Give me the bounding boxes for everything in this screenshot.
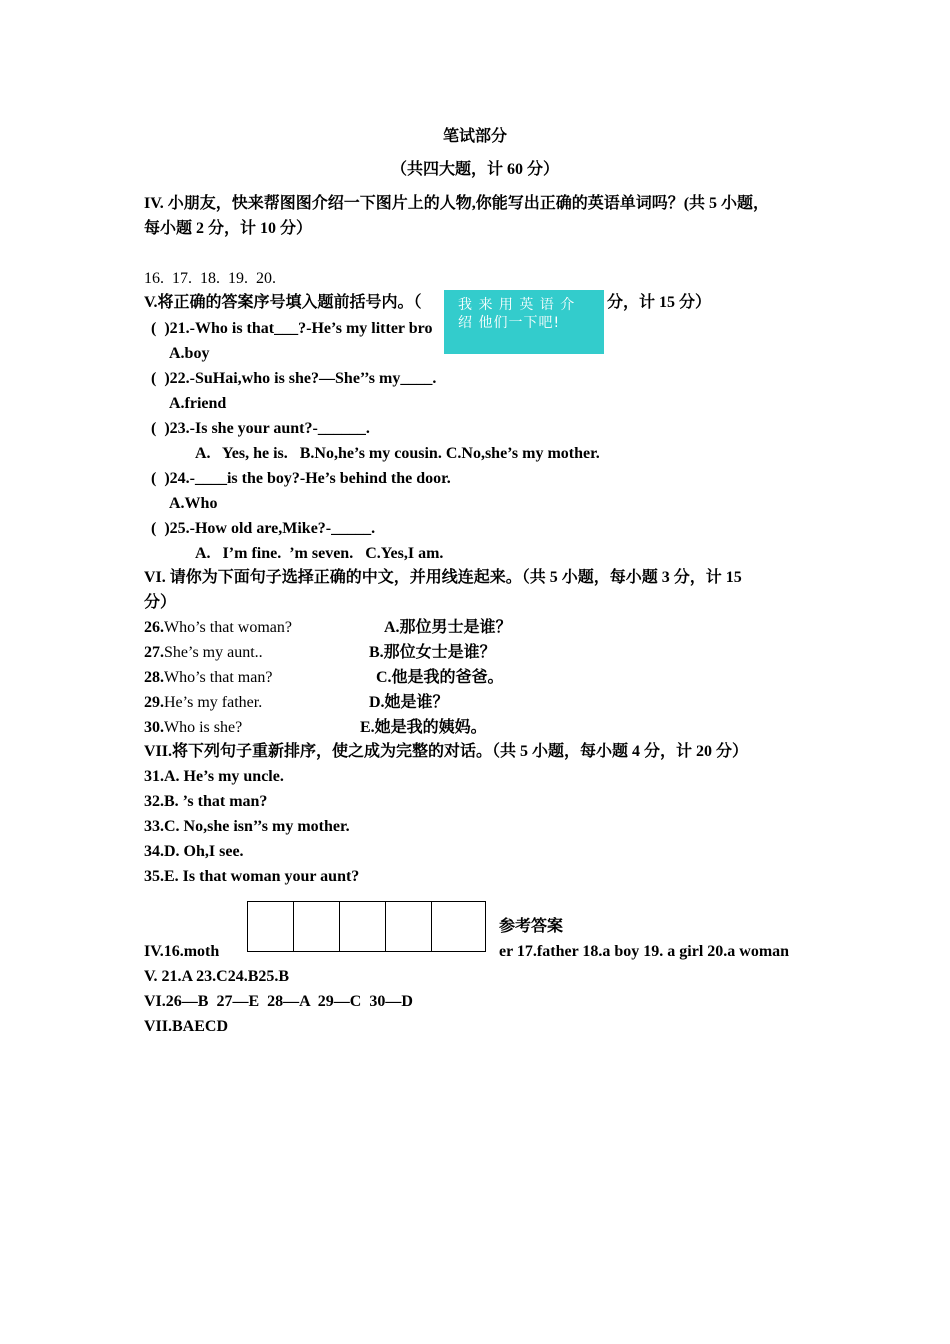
- question-24: ( )24.-____is the boy?-He’s behind the door.: [151, 470, 451, 487]
- section-vii-heading: VII.将下列句子重新排序，使之成为完整的对话。（共 5 小题，每小题 4 分，计 20 分）: [144, 743, 749, 760]
- match-row-30: [144, 718, 242, 738]
- match-en: She’s my aunt..: [164, 644, 263, 661]
- section-vi-heading-1: VI. 请你为下面句子选择正确的中文，并用线连起来。（共 5 小题，每小题 3 分，计 15: [144, 569, 742, 586]
- match-num: 30.: [144, 719, 164, 736]
- section-iv-heading-2: 每小题 2 分，计 10 分）: [144, 220, 313, 237]
- question-25: ( )25.-How old are,Mike?-_____.: [151, 520, 376, 537]
- question-22: ( )22.-SuHai,who is she?—She’’s my____.: [151, 370, 437, 387]
- match-row-27: [144, 643, 263, 663]
- match-en: Who’s that woman?: [164, 619, 292, 636]
- answer-vi: VI.26—B 27—E 28—A 29—C 30—D: [144, 993, 413, 1010]
- answer-iv-right: er 17.father 18.a boy 19. a girl 20.a woman: [499, 943, 790, 960]
- match-row-28: [144, 668, 272, 688]
- match-zh-d: D.她是谁？: [369, 694, 449, 711]
- question-21-option: A.boy: [169, 345, 210, 362]
- reorder-item-32: 32.B. ’s that man?: [144, 793, 268, 810]
- section-vi-heading-2: 分）: [144, 594, 177, 611]
- answer-vii: VII.BAECD: [144, 1018, 229, 1035]
- answer-iv-left: IV.16.moth: [144, 943, 220, 960]
- match-zh-a: A.那位男士是谁？: [384, 619, 512, 636]
- match-num: 29.: [144, 694, 164, 711]
- answer-box: [247, 901, 294, 952]
- callout-box: [444, 290, 604, 354]
- answer-box: [293, 901, 340, 952]
- section-iv-heading-1: IV. 小朋友，快来帮图图介绍一下图片上的人物,你能写出正确的英语单词吗？(共 5 小题，: [144, 195, 770, 212]
- page-subtitle: （共四大题，计 60 分）: [390, 161, 559, 178]
- reorder-item-33: 33.C. No,she isn’’s my mother.: [144, 818, 350, 835]
- answer-box: [385, 901, 432, 952]
- match-zh-e: E.她是我的姨妈。: [360, 719, 487, 736]
- question-23: ( )23.-Is she your aunt?-______.: [151, 420, 370, 437]
- answer-box: [339, 901, 386, 952]
- match-num: 27.: [144, 644, 164, 661]
- question-25-options: A. I’m fine. ’m seven. C.Yes,I am.: [195, 545, 444, 562]
- answer-key-title: 参考答案: [499, 918, 564, 935]
- reorder-item-34: 34.D. Oh,I see.: [144, 843, 244, 860]
- match-en: Who is she?: [164, 719, 243, 736]
- question-21: ( )21.-Who is that___?-He’s my litter bro: [151, 320, 433, 337]
- answer-v: V. 21.A 23.C24.B25.B: [144, 968, 290, 985]
- match-row-26: [144, 618, 292, 638]
- match-num: 28.: [144, 669, 164, 686]
- match-en: He’s my father.: [164, 694, 263, 711]
- match-en: Who’s that man?: [164, 669, 273, 686]
- reorder-item-31: 31.A. He’s my uncle.: [144, 768, 284, 785]
- page-title: 笔试部分: [442, 128, 507, 145]
- section-iv-numbers: 16. 17. 18. 19. 20.: [144, 270, 276, 287]
- reorder-item-35: 35.E. Is that woman your aunt?: [144, 868, 360, 885]
- question-23-options: A. Yes, he is. B.No,he’s my cousin. C.No,she’s my mother.: [195, 445, 600, 462]
- section-v-heading-right: 分，计 15 分）: [607, 294, 712, 311]
- answer-box: [431, 901, 486, 952]
- section-v-heading-left: V.将正确的答案序号填入题前括号内。（: [144, 294, 422, 311]
- callout-text: 我 来 用 英 语 介 绍 他们一下吧!: [458, 297, 576, 331]
- question-24-option: A.Who: [169, 495, 218, 512]
- answer-boxes: [247, 901, 485, 952]
- match-zh-c: C.他是我的爸爸。: [376, 669, 504, 686]
- question-22-option: A.friend: [169, 395, 227, 412]
- match-row-29: [144, 693, 262, 713]
- match-zh-b: B.那位女士是谁？: [369, 644, 496, 661]
- match-num: 26.: [144, 619, 164, 636]
